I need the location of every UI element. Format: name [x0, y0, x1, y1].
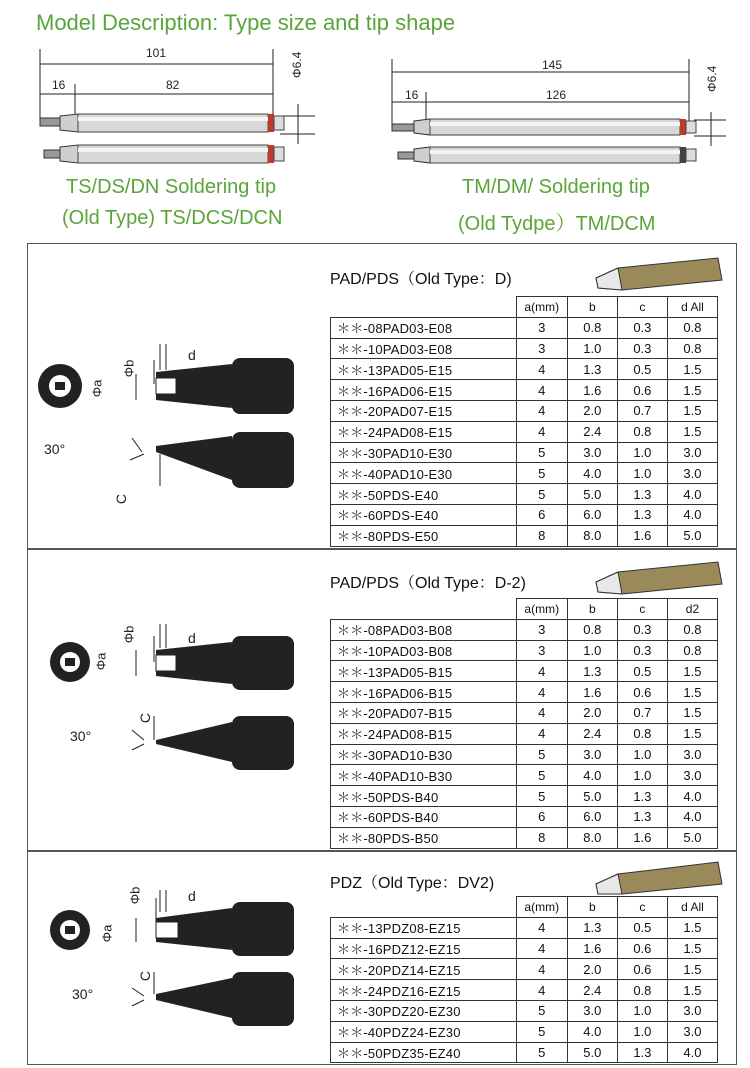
c-cell: 1.3: [617, 1042, 667, 1063]
d-cell: 3.0: [667, 1000, 717, 1021]
b-cell: 2.4: [567, 421, 617, 442]
header-d: d All: [667, 297, 717, 318]
c-cell: 0.5: [617, 661, 667, 682]
c-cell: 1.0: [617, 463, 667, 484]
table-row: [331, 765, 718, 786]
table-row: [331, 640, 718, 661]
label-phi-b: Φb: [121, 359, 137, 378]
b-cell: 1.6: [567, 682, 617, 703]
header-blank: [331, 297, 517, 318]
header-b: b: [567, 599, 617, 620]
c-cell: 1.3: [617, 806, 667, 827]
d-cell: 4.0: [667, 484, 717, 505]
d-cell: 1.5: [667, 723, 717, 744]
model-cell: ＊＊-40PAD10-B30: [331, 765, 517, 786]
header-blank: [331, 897, 517, 918]
d-cell: 3.0: [667, 1021, 717, 1042]
tip-thumbnail: [588, 554, 728, 598]
spec-table: [330, 598, 718, 849]
table-row: [331, 827, 718, 848]
d-cell: 3.0: [667, 463, 717, 484]
dim-a-label: 16: [52, 78, 66, 92]
model-cell: ＊＊-16PAD06-B15: [331, 682, 517, 703]
a-cell: 5: [516, 786, 567, 807]
panel-title: PAD/PDS（Old Type：D): [330, 271, 512, 288]
model-cell: ＊＊-60PDS-B40: [331, 806, 517, 827]
c-cell: 0.3: [617, 619, 667, 640]
header-c: c: [617, 897, 667, 918]
header-blank: [331, 599, 517, 620]
b-cell: 4.0: [567, 463, 617, 484]
header-b: b: [567, 297, 617, 318]
a-cell: 3: [516, 338, 567, 359]
d-cell: 1.5: [667, 980, 717, 1001]
tip-tm-upper: [392, 119, 696, 135]
b-cell: 3.0: [567, 1000, 617, 1021]
c-cell: 0.5: [617, 359, 667, 380]
b-cell: 1.0: [567, 640, 617, 661]
spec-panel-dv2: [27, 851, 737, 1065]
b-cell: 0.8: [567, 619, 617, 640]
model-cell: ＊＊-13PAD05-B15: [331, 661, 517, 682]
label-phi-a: Φa: [93, 652, 109, 671]
header-d: d All: [667, 897, 717, 918]
b-cell: 2.4: [567, 723, 617, 744]
b-cell: 2.0: [567, 702, 617, 723]
tip-drawing-ts: [30, 44, 330, 174]
b-cell: 1.3: [567, 661, 617, 682]
a-cell: 6: [516, 806, 567, 827]
label-d: d: [188, 347, 196, 363]
model-cell: ＊＊-20PAD07-B15: [331, 702, 517, 723]
table-row: [331, 702, 718, 723]
c-cell: 1.0: [617, 765, 667, 786]
a-cell: 3: [516, 619, 567, 640]
a-cell: 8: [516, 525, 567, 546]
d-cell: 1.5: [667, 380, 717, 401]
b-cell: 2.0: [567, 400, 617, 421]
b-cell: 2.0: [567, 959, 617, 980]
tip-drawing-tm: [386, 54, 726, 174]
d-cell: 1.5: [667, 359, 717, 380]
label-c: C: [137, 970, 154, 982]
a-cell: 4: [516, 661, 567, 682]
tip-ts-lower: [44, 145, 284, 163]
c-cell: 0.8: [617, 723, 667, 744]
spec-table: [330, 896, 718, 1063]
model-cell: ＊＊-80PDS-E50: [331, 525, 517, 546]
page-title: Model Description: Type size and tip shape: [36, 10, 456, 35]
model-cell: ＊＊-30PAD10-B30: [331, 744, 517, 765]
model-cell: ＊＊-13PAD05-E15: [331, 359, 517, 380]
header-c: c: [617, 599, 667, 620]
b-cell: 4.0: [567, 765, 617, 786]
b-cell: 1.6: [567, 938, 617, 959]
d-cell: 5.0: [667, 525, 717, 546]
c-cell: 1.3: [617, 786, 667, 807]
b-cell: 1.3: [567, 359, 617, 380]
model-cell: ＊＊-10PAD03-E08: [331, 338, 517, 359]
a-cell: 4: [516, 917, 567, 938]
c-cell: 0.3: [617, 338, 667, 359]
d-cell: 0.8: [667, 640, 717, 661]
a-cell: 3: [516, 640, 567, 661]
header-b: b: [567, 897, 617, 918]
table-row: [331, 959, 718, 980]
tip-section-diagram: [32, 334, 322, 524]
b-cell: 6.0: [567, 806, 617, 827]
dim-dia-label: Φ6.4: [705, 65, 719, 92]
c-cell: 1.0: [617, 744, 667, 765]
b-cell: 8.0: [567, 827, 617, 848]
table-row: [331, 661, 718, 682]
tip-section-diagram: [32, 888, 322, 1058]
table-row: [331, 380, 718, 401]
c-cell: 0.3: [617, 640, 667, 661]
d-cell: 3.0: [667, 442, 717, 463]
a-cell: 4: [516, 938, 567, 959]
dim-b-label: 82: [166, 78, 180, 92]
c-cell: 0.6: [617, 938, 667, 959]
table-row: [331, 744, 718, 765]
caption-ts-line2: (Old Type) TS/DCS/DCN: [62, 207, 283, 229]
table-row: [331, 525, 718, 546]
c-cell: 0.7: [617, 400, 667, 421]
dim-dia-label: Φ6.4: [290, 51, 304, 78]
a-cell: 5: [516, 484, 567, 505]
c-cell: 0.8: [617, 980, 667, 1001]
dim-b-label: 126: [546, 88, 567, 102]
a-cell: 5: [516, 1021, 567, 1042]
d-cell: 4.0: [667, 1042, 717, 1063]
a-cell: 4: [516, 980, 567, 1001]
a-cell: 3: [516, 317, 567, 338]
c-cell: 0.6: [617, 380, 667, 401]
a-cell: 4: [516, 959, 567, 980]
d-cell: 1.5: [667, 702, 717, 723]
tip-thumbnail: [588, 854, 728, 898]
tip-thumbnail: [588, 250, 728, 294]
d-cell: 1.5: [667, 661, 717, 682]
a-cell: 4: [516, 702, 567, 723]
d-cell: 1.5: [667, 938, 717, 959]
label-c: C: [137, 712, 154, 724]
c-cell: 1.0: [617, 442, 667, 463]
model-cell: ＊＊-24PDZ16-EZ15: [331, 980, 517, 1001]
header-c: c: [617, 297, 667, 318]
c-cell: 1.0: [617, 1000, 667, 1021]
label-phi-a: Φa: [99, 924, 115, 943]
d-cell: 1.5: [667, 682, 717, 703]
d-cell: 3.0: [667, 744, 717, 765]
model-cell: ＊＊-30PAD10-E30: [331, 442, 517, 463]
table-header-row: [331, 297, 718, 318]
b-cell: 0.8: [567, 317, 617, 338]
label-phi-b: Φb: [121, 625, 137, 644]
caption-tm-line2: (Old Tydpe）TM/DCM: [458, 213, 656, 235]
panel-title: PDZ（Old Type：DV2): [330, 875, 495, 892]
model-cell: ＊＊-40PDZ24-EZ30: [331, 1021, 517, 1042]
c-cell: 0.6: [617, 959, 667, 980]
panel-title: PAD/PDS（Old Type：D-2): [330, 575, 526, 592]
d-cell: 1.5: [667, 421, 717, 442]
b-cell: 2.4: [567, 980, 617, 1001]
dim-a-label: 16: [405, 88, 419, 102]
caption-ts-line1: TS/DS/DN Soldering tip: [66, 176, 277, 198]
model-cell: ＊＊-30PDZ20-EZ30: [331, 1000, 517, 1021]
a-cell: 5: [516, 744, 567, 765]
a-cell: 4: [516, 682, 567, 703]
label-angle: 30°: [70, 728, 92, 744]
table-header-row: [331, 599, 718, 620]
header-d: d2: [667, 599, 717, 620]
d-cell: 3.0: [667, 765, 717, 786]
model-cell: ＊＊-08PAD03-B08: [331, 619, 517, 640]
label-d: d: [188, 888, 196, 904]
table-row: [331, 1000, 718, 1021]
c-cell: 1.3: [617, 504, 667, 525]
d-cell: 4.0: [667, 504, 717, 525]
model-cell: ＊＊-08PAD03-E08: [331, 317, 517, 338]
a-cell: 5: [516, 765, 567, 786]
d-cell: 0.8: [667, 619, 717, 640]
table-row: [331, 400, 718, 421]
c-cell: 0.8: [617, 421, 667, 442]
model-cell: ＊＊-16PDZ12-EZ15: [331, 938, 517, 959]
spec-panel-d2: [27, 549, 737, 851]
label-phi-a: Φa: [89, 379, 105, 398]
model-cell: ＊＊-16PAD06-E15: [331, 380, 517, 401]
table-row: [331, 317, 718, 338]
table-row: [331, 338, 718, 359]
label-angle: 30°: [72, 986, 94, 1002]
model-cell: ＊＊-24PAD08-B15: [331, 723, 517, 744]
b-cell: 3.0: [567, 744, 617, 765]
c-cell: 0.6: [617, 682, 667, 703]
dim-total-label: 101: [146, 46, 167, 60]
c-cell: 1.6: [617, 525, 667, 546]
a-cell: 8: [516, 827, 567, 848]
model-cell: ＊＊-50PDS-B40: [331, 786, 517, 807]
model-cell: ＊＊-13PDZ08-EZ15: [331, 917, 517, 938]
b-cell: 1.6: [567, 380, 617, 401]
table-row: [331, 442, 718, 463]
c-cell: 1.3: [617, 484, 667, 505]
c-cell: 1.6: [617, 827, 667, 848]
tip-tm-lower: [398, 147, 696, 163]
header-a: a(mm): [516, 599, 567, 620]
b-cell: 5.0: [567, 1042, 617, 1063]
a-cell: 4: [516, 359, 567, 380]
table-row: [331, 682, 718, 703]
table-row: [331, 619, 718, 640]
header-a: a(mm): [516, 897, 567, 918]
model-cell: ＊＊-50PDS-E40: [331, 484, 517, 505]
d-cell: 5.0: [667, 827, 717, 848]
d-cell: 1.5: [667, 959, 717, 980]
model-cell: ＊＊-10PAD03-B08: [331, 640, 517, 661]
model-cell: ＊＊-50PDZ35-EZ40: [331, 1042, 517, 1063]
a-cell: 4: [516, 421, 567, 442]
tip-ts-upper: [40, 114, 284, 132]
table-row: [331, 1021, 718, 1042]
d-cell: 1.5: [667, 400, 717, 421]
a-cell: 5: [516, 1042, 567, 1063]
spec-table: [330, 296, 718, 547]
tip-section-diagram: [32, 620, 322, 810]
label-c: C: [113, 493, 130, 505]
caption-tm-line1: TM/DM/ Soldering tip: [462, 176, 650, 198]
model-cell: ＊＊-20PAD07-E15: [331, 400, 517, 421]
table-row: [331, 463, 718, 484]
d-cell: 0.8: [667, 317, 717, 338]
b-cell: 8.0: [567, 525, 617, 546]
c-cell: 0.5: [617, 917, 667, 938]
b-cell: 4.0: [567, 1021, 617, 1042]
a-cell: 4: [516, 400, 567, 421]
spec-panel-d: [27, 243, 737, 549]
model-cell: ＊＊-80PDS-B50: [331, 827, 517, 848]
d-cell: 4.0: [667, 786, 717, 807]
header-a: a(mm): [516, 297, 567, 318]
table-row: [331, 359, 718, 380]
d-cell: 4.0: [667, 806, 717, 827]
a-cell: 5: [516, 1000, 567, 1021]
c-cell: 0.7: [617, 702, 667, 723]
model-cell: ＊＊-24PAD08-E15: [331, 421, 517, 442]
a-cell: 4: [516, 380, 567, 401]
b-cell: 6.0: [567, 504, 617, 525]
table-row: [331, 806, 718, 827]
model-cell: ＊＊-20PDZ14-EZ15: [331, 959, 517, 980]
table-row: [331, 504, 718, 525]
label-angle: 30°: [44, 441, 66, 457]
table-row: [331, 484, 718, 505]
a-cell: 5: [516, 463, 567, 484]
b-cell: 5.0: [567, 786, 617, 807]
table-row: [331, 786, 718, 807]
dim-total-label: 145: [542, 58, 563, 72]
b-cell: 5.0: [567, 484, 617, 505]
b-cell: 1.0: [567, 338, 617, 359]
table-row: [331, 980, 718, 1001]
table-row: [331, 1042, 718, 1063]
table-row: [331, 917, 718, 938]
a-cell: 6: [516, 504, 567, 525]
table-header-row: [331, 897, 718, 918]
a-cell: 5: [516, 442, 567, 463]
d-cell: 1.5: [667, 917, 717, 938]
c-cell: 1.0: [617, 1021, 667, 1042]
model-cell: ＊＊-40PAD10-E30: [331, 463, 517, 484]
b-cell: 3.0: [567, 442, 617, 463]
label-phi-b: Φb: [127, 886, 143, 905]
b-cell: 1.3: [567, 917, 617, 938]
a-cell: 4: [516, 723, 567, 744]
table-row: [331, 421, 718, 442]
d-cell: 0.8: [667, 338, 717, 359]
table-row: [331, 938, 718, 959]
model-cell: ＊＊-60PDS-E40: [331, 504, 517, 525]
label-d: d: [188, 630, 196, 646]
c-cell: 0.3: [617, 317, 667, 338]
table-row: [331, 723, 718, 744]
